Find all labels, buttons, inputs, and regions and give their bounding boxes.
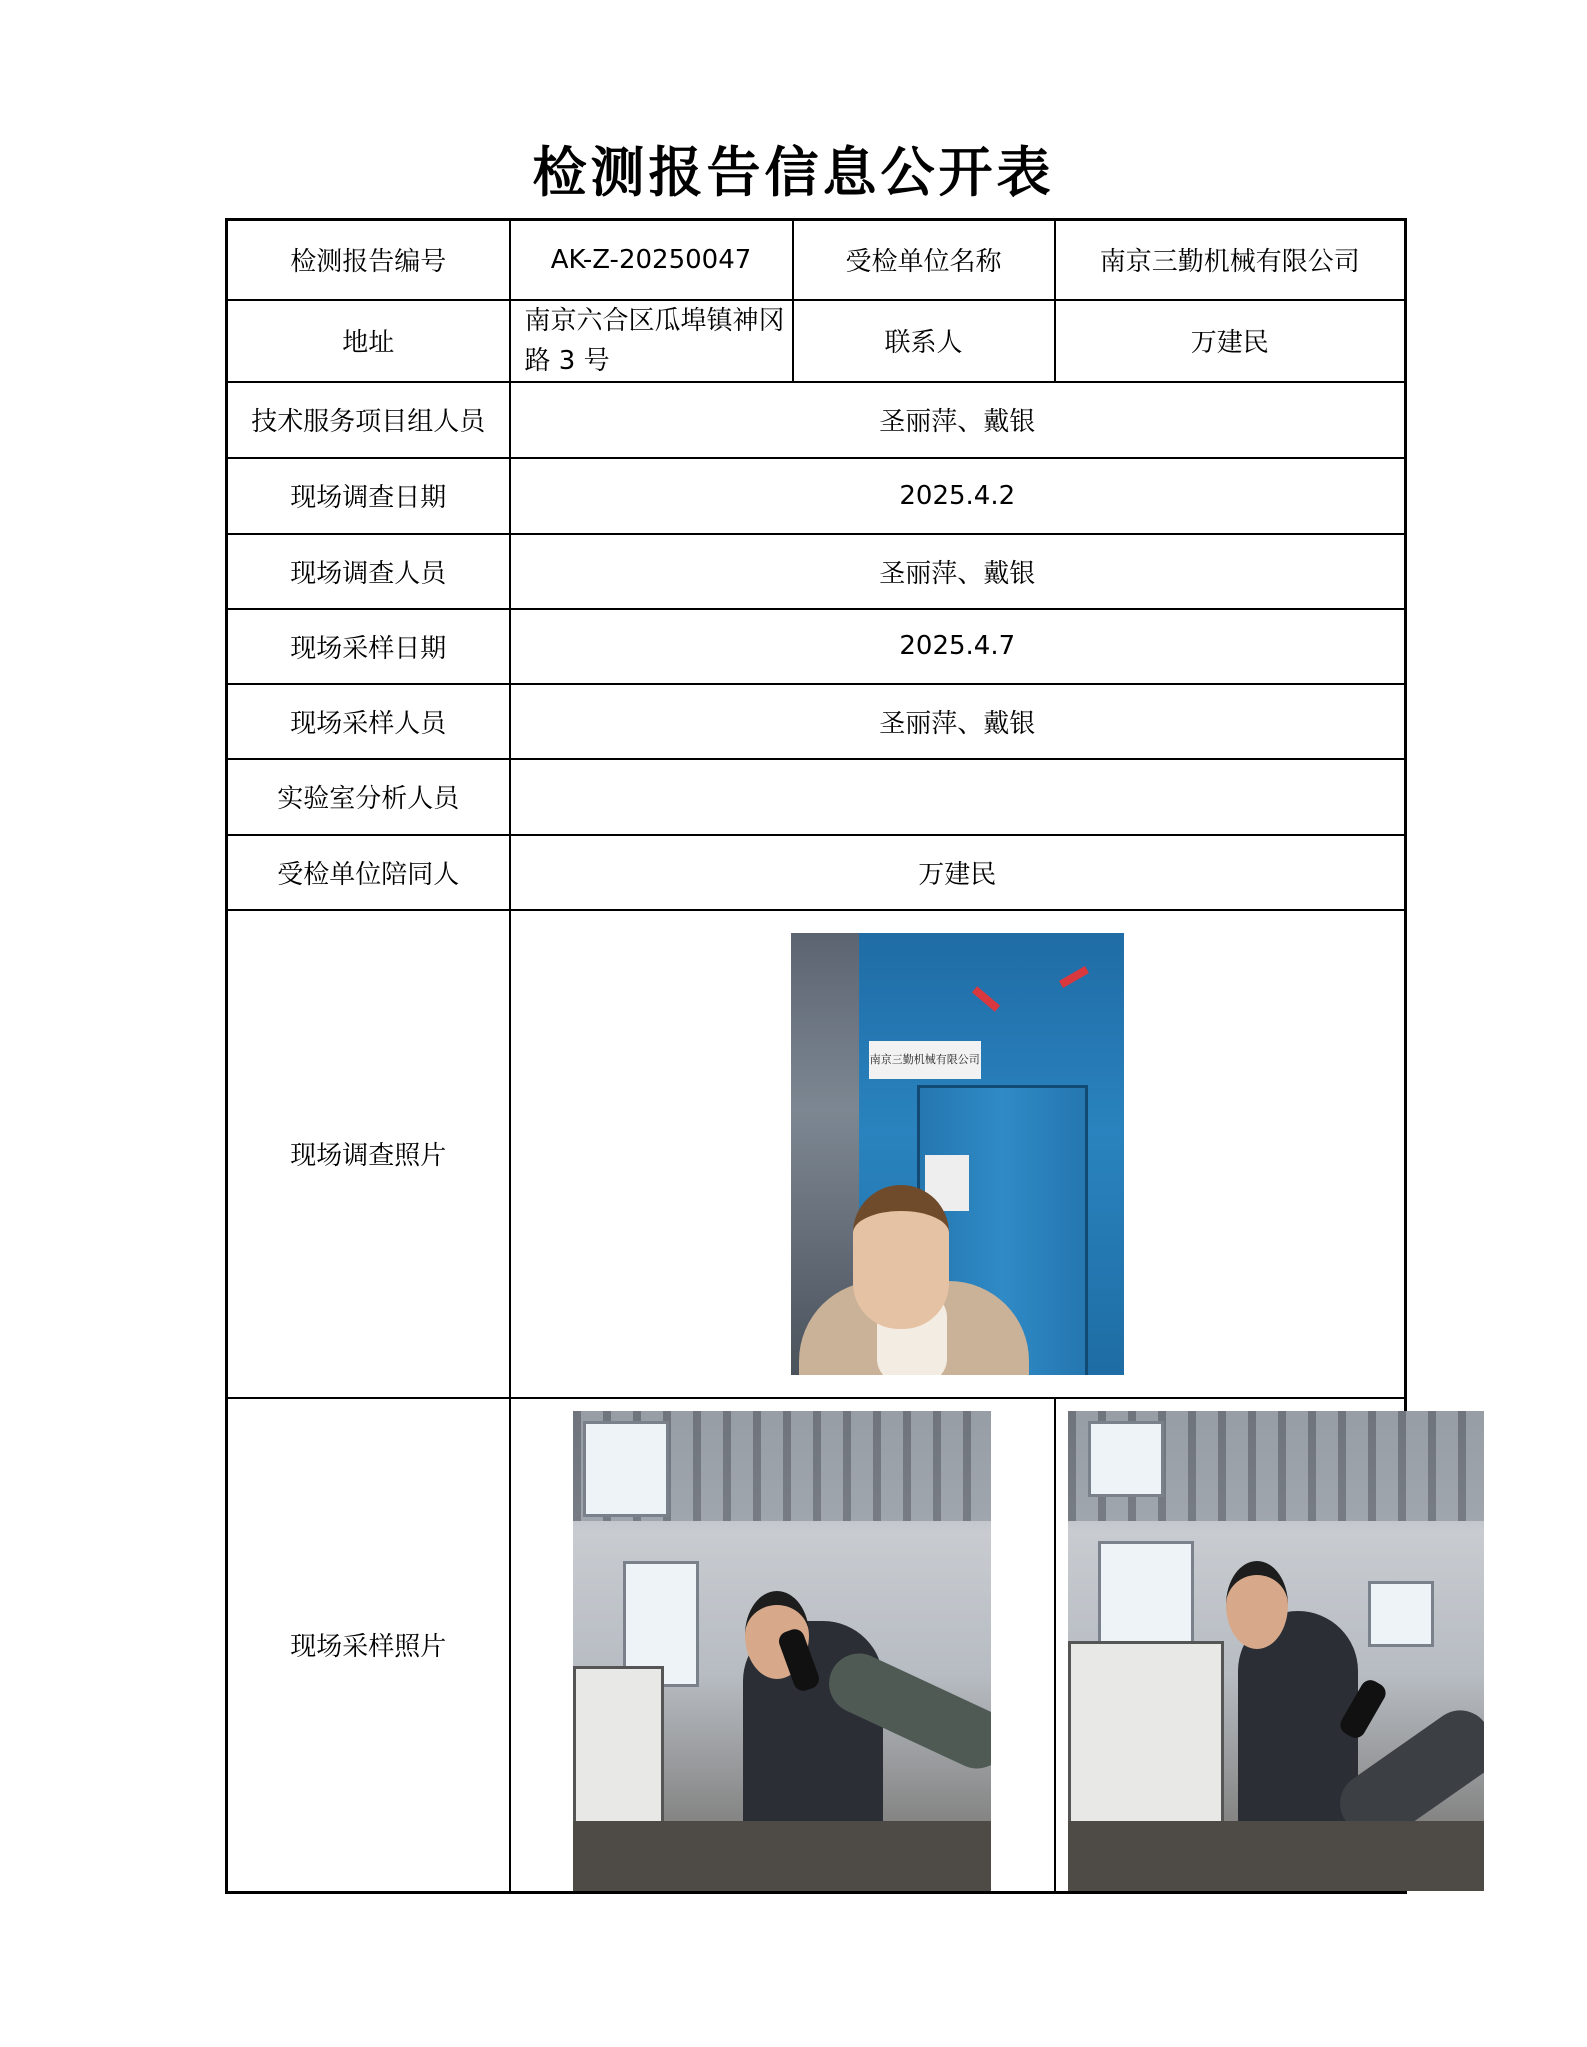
- floor: [1068, 1821, 1484, 1891]
- sampling-photo-cell-1: [510, 1398, 1055, 1893]
- sampling-photo-2: [1068, 1411, 1484, 1891]
- table-row: [227, 684, 1406, 759]
- table-row: [227, 534, 1406, 609]
- unit-name-label: 受检单位名称: [793, 220, 1055, 300]
- sampling-date-label: 现场采样日期: [227, 609, 510, 684]
- escort-value: 万建民: [510, 835, 1406, 910]
- survey-staff-value: 圣丽萍、戴银: [510, 534, 1406, 609]
- tape-mark: [1059, 966, 1089, 988]
- survey-date-value: 2025.4.2: [510, 458, 1406, 534]
- contact-label: 联系人: [793, 300, 1055, 382]
- company-sign: 南京三勤机械有限公司: [869, 1041, 981, 1079]
- person-head: [853, 1185, 949, 1329]
- table-row: [227, 220, 1406, 300]
- table-row: [227, 609, 1406, 684]
- report-no-label: 检测报告编号: [227, 220, 510, 300]
- survey-photo-cell: [510, 910, 1406, 1398]
- survey-photo: [791, 933, 1124, 1375]
- window: [1368, 1581, 1434, 1647]
- table-row: [227, 910, 1406, 1398]
- unit-name-value: 南京三勤机械有限公司: [1055, 220, 1406, 300]
- sampling-staff-value: 圣丽萍、戴银: [510, 684, 1406, 759]
- table-row: [227, 835, 1406, 910]
- sampling-photo-label: 现场采样照片: [227, 1398, 510, 1893]
- report-info-table: [225, 218, 1407, 1894]
- sampling-photo-cell-2: [1055, 1398, 1406, 1893]
- team-value: 圣丽萍、戴银: [510, 382, 1406, 458]
- team-label: 技术服务项目组人员: [227, 382, 510, 458]
- address-label: 地址: [227, 300, 510, 382]
- table-row: [227, 300, 1406, 382]
- survey-photo-label: 现场调查照片: [227, 910, 510, 1398]
- survey-date-label: 现场调查日期: [227, 458, 510, 534]
- table-row: [227, 382, 1406, 458]
- contact-value: 万建民: [1055, 300, 1406, 382]
- sampling-staff-label: 现场采样人员: [227, 684, 510, 759]
- table-row: [227, 1398, 1406, 1893]
- table-row: [227, 759, 1406, 835]
- lab-staff-value: [510, 759, 1406, 835]
- lab-staff-label: 实验室分析人员: [227, 759, 510, 835]
- table-row: [227, 458, 1406, 534]
- floor: [573, 1821, 991, 1891]
- sampling-photo-1: [573, 1411, 991, 1891]
- sampling-date-value: 2025.4.7: [510, 609, 1406, 684]
- address-value: 南京六合区瓜埠镇神冈路 3 号: [510, 300, 793, 382]
- window: [583, 1421, 669, 1517]
- survey-staff-label: 现场调查人员: [227, 534, 510, 609]
- report-no-value: AK-Z-20250047: [510, 220, 793, 300]
- worker-head: [1226, 1561, 1288, 1649]
- escort-label: 受检单位陪同人: [227, 835, 510, 910]
- page-title: 检测报告信息公开表: [532, 141, 1055, 204]
- window: [1088, 1421, 1164, 1497]
- tape-mark: [972, 986, 1000, 1011]
